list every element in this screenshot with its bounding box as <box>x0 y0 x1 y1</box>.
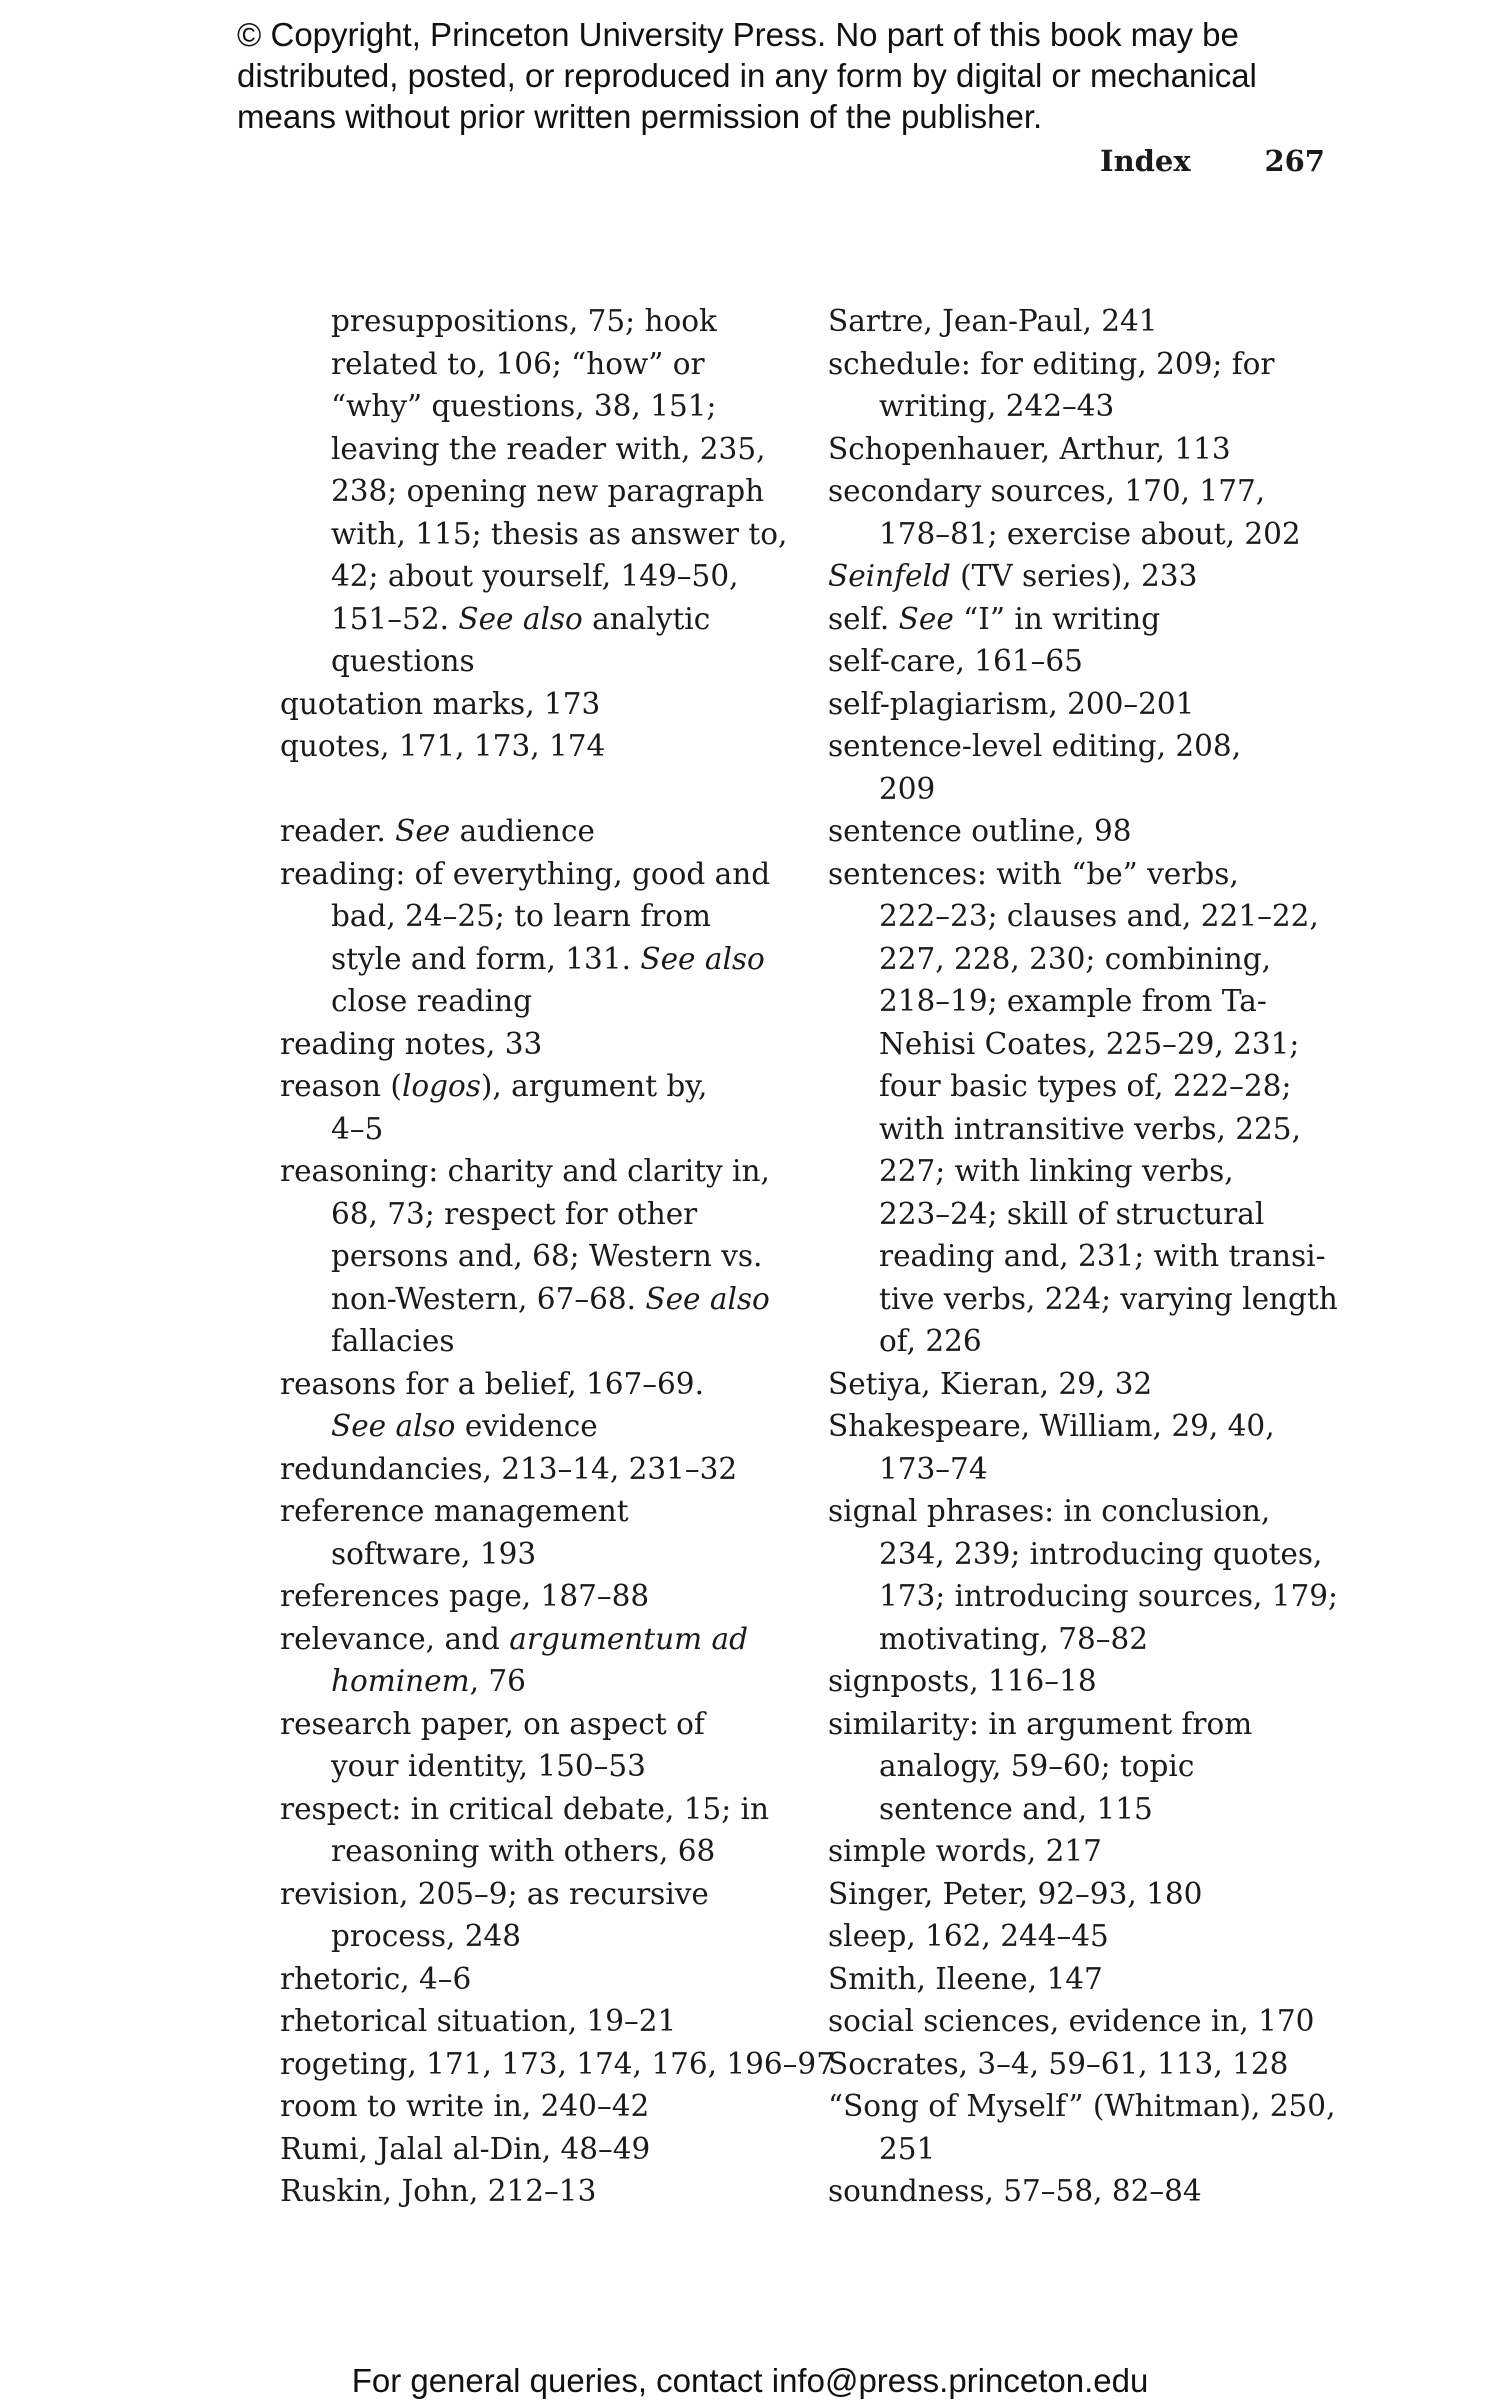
running-head <box>1100 144 1325 178</box>
entry-italic-text: Seinfeld <box>828 559 951 593</box>
index-entry-continuation: of, 226 <box>879 1324 982 1358</box>
entry-italic-text: See also <box>331 1409 456 1443</box>
copyright-line-3: means without prior written permission of the publisher. <box>237 98 1043 135</box>
index-entry-continuation: fallacies <box>331 1324 455 1358</box>
index-entry: sentences: with “be” verbs, <box>828 856 1239 891</box>
index-entry-continuation: 227, 228, 230; combining, <box>879 941 1272 976</box>
index-entry: social sciences, evidence in, 170 <box>828 2004 1315 2038</box>
entry-text: (TV series), 233 <box>950 559 1198 593</box>
index-entry-continuation: sentence and, 115 <box>879 1791 1153 1826</box>
index-entry-continuation: questions <box>331 644 475 678</box>
copyright-notice <box>237 14 1397 137</box>
index-entry: Setiya, Kieran, 29, 32 <box>828 1366 1153 1401</box>
index-entry <box>828 598 1348 641</box>
index-entry: respect: in critical debate, 15; in <box>280 1791 769 1826</box>
index-entry: references page, 187–88 <box>280 1579 650 1613</box>
index-entry-continuation: 209 <box>879 771 936 806</box>
index-entry-continuation: 173–74 <box>879 1451 988 1486</box>
entry-text: ), argument by, <box>480 1069 708 1103</box>
index-entry: signposts, 116–18 <box>828 1664 1097 1698</box>
index-entry <box>828 555 1348 598</box>
index-entry: rhetoric, 4–6 <box>280 1961 472 1996</box>
index-entry-continuation: 218–19; example from Ta- <box>879 984 1267 1018</box>
index-entry: Smith, Ileene, 147 <box>828 1961 1103 1996</box>
index-column-right <box>828 300 1348 2213</box>
index-entry: signal phrases: in conclusion, <box>828 1494 1271 1528</box>
index-entry-continuation: with intransitive verbs, 225, <box>879 1111 1301 1146</box>
entry-italic-text: logos <box>401 1069 481 1103</box>
index-entry-continuation: leaving the reader with, 235, <box>331 431 766 466</box>
index-entry-continuation: 68, 73; respect for other <box>331 1196 698 1231</box>
index-entry: “Song of Myself” (Whitman), 250, <box>828 2089 1336 2123</box>
index-entry-continuation: with, 115; thesis as answer to, <box>331 516 788 551</box>
index-entry-continuation: 223–24; skill of structural <box>879 1196 1265 1231</box>
index-entry: reading notes, 33 <box>280 1026 543 1061</box>
index-entry-continuation: motivating, 78–82 <box>879 1621 1149 1656</box>
index-column-left <box>280 300 835 2213</box>
index-entry-continuation: 42; about yourself, 149–50, <box>331 559 739 593</box>
index-entry: sleep, 162, 244–45 <box>828 1919 1109 1953</box>
index-entry <box>280 1618 800 1661</box>
index-entry-continuation: “why” questions, 38, 151; <box>331 389 717 423</box>
index-entry: rhetorical situation, 19–21 <box>280 2004 677 2038</box>
index-entry: research paper, on aspect of <box>280 1706 705 1741</box>
index-entry-continuation: 4–5 <box>331 1111 384 1146</box>
index-entry: quotes, 171, 173, 174 <box>280 729 606 763</box>
index-entry: room to write in, 240–42 <box>280 2089 650 2123</box>
index-entry-continuation <box>280 598 800 641</box>
index-entry: secondary sources, 170, 177, <box>828 474 1266 508</box>
index-entry-continuation: software, 193 <box>331 1536 537 1571</box>
index-entry-continuation: process, 248 <box>331 1919 522 1953</box>
index-entry: reasons for a belief, 167–69. <box>280 1366 704 1401</box>
index-entry-continuation: your identity, 150–53 <box>331 1749 646 1783</box>
entry-italic-text: See also <box>645 1281 770 1316</box>
index-entry: Singer, Peter, 92–93, 180 <box>828 1876 1203 1911</box>
entry-text: analytic <box>582 601 711 636</box>
entry-text: evidence <box>455 1409 598 1443</box>
entry-italic-text: hominem <box>331 1664 470 1698</box>
index-entry: simple words, 217 <box>828 1834 1102 1868</box>
index-entry: rogeting, 171, 173, 174, 176, 196–97 <box>280 2046 835 2081</box>
index-entry-continuation: 251 <box>879 2131 936 2166</box>
entry-text: 151–52. <box>331 601 459 636</box>
index-entry-continuation: 238; opening new paragraph <box>331 474 765 508</box>
page-number: 267 <box>1264 144 1325 178</box>
index-entry <box>280 1065 800 1108</box>
index-entry: sentence outline, 98 <box>828 814 1132 848</box>
index-entry-continuation: bad, 24–25; to learn from <box>331 899 711 933</box>
index-entry: Rumi, Jalal al-Din, 48–49 <box>280 2131 651 2166</box>
index-entry-continuation: close reading <box>331 984 533 1018</box>
index-entry <box>280 810 800 853</box>
index-entry-continuation: writing, 242–43 <box>879 389 1115 423</box>
section-title: Index <box>1100 144 1191 178</box>
index-entry: redundancies, 213–14, 231–32 <box>280 1451 738 1486</box>
index-entry: soundness, 57–58, 82–84 <box>828 2174 1202 2208</box>
entry-text: audience <box>450 814 595 848</box>
index-entry: revision, 205–9; as recursive <box>280 1876 709 1911</box>
entry-text: relevance, and <box>280 1621 510 1656</box>
entry-italic-text: See also <box>640 941 765 976</box>
index-entry-continuation: four basic types of, 222–28; <box>879 1069 1292 1103</box>
index-entry-continuation <box>280 1660 800 1703</box>
entry-italic-text: argumentum ad <box>509 1621 748 1656</box>
index-entry-continuation: persons and, 68; Western vs. <box>331 1239 763 1273</box>
index-entry-continuation <box>280 938 800 981</box>
entry-italic-text: See <box>395 814 451 848</box>
footer-contact: For general queries, contact info@press.princeton.edu <box>351 2362 1149 2399</box>
entry-text: reason ( <box>280 1069 402 1103</box>
index-entry-continuation: 178–81; exercise about, 202 <box>879 516 1301 551</box>
index-entry-continuation <box>280 1278 800 1321</box>
index-entry: Ruskin, John, 212–13 <box>280 2174 597 2208</box>
index-letter-gap <box>280 768 800 811</box>
index-entry: schedule: for editing, 209; for <box>828 346 1275 381</box>
index-entry: reading: of everything, good and <box>280 856 771 891</box>
index-entry: Schopenhauer, Arthur, 113 <box>828 431 1231 466</box>
index-entry: Shakespeare, William, 29, 40, <box>828 1409 1275 1443</box>
index-entry: self-care, 161–65 <box>828 644 1083 678</box>
index-entry-continuation: presuppositions, 75; hook <box>331 304 717 338</box>
entry-italic-text: See <box>898 601 954 636</box>
index-entry-continuation: 227; with linking verbs, <box>879 1154 1234 1188</box>
entry-text: “I” in writing <box>953 601 1161 636</box>
index-entry: sentence-level editing, 208, <box>828 729 1242 763</box>
entry-text: reader. <box>280 814 396 848</box>
index-entry-continuation: reasoning with others, 68 <box>331 1834 716 1868</box>
index-entry-continuation: tive verbs, 224; varying length <box>879 1281 1338 1316</box>
index-entry: reference management <box>280 1494 629 1528</box>
copyright-line-1: © Copyright, Princeton University Press. No part of this book may be <box>237 16 1239 53</box>
index-entry: Socrates, 3–4, 59–61, 113, 128 <box>828 2046 1289 2081</box>
index-entry: self-plagiarism, 200–201 <box>828 686 1195 721</box>
index-entry: quotation marks, 173 <box>280 686 601 721</box>
entry-text: self. <box>828 601 899 636</box>
index-entry-continuation: related to, 106; “how” or <box>331 346 705 381</box>
index-entry-continuation: 222–23; clauses and, 221–22, <box>879 899 1319 933</box>
index-entry-continuation: 173; introducing sources, 179; <box>879 1579 1338 1613</box>
entry-text: style and form, 131. <box>331 941 641 976</box>
index-entry-continuation <box>280 1405 800 1448</box>
index-entry-continuation: 234, 239; introducing quotes, <box>879 1536 1323 1571</box>
index-entry-continuation: reading and, 231; with transi- <box>879 1239 1326 1273</box>
index-entry: similarity: in argument from <box>828 1706 1253 1741</box>
entry-italic-text: See also <box>458 601 583 636</box>
index-entry-continuation: analogy, 59–60; topic <box>879 1749 1195 1783</box>
index-entry: Sartre, Jean-Paul, 241 <box>828 304 1158 338</box>
index-entry: reasoning: charity and clarity in, <box>280 1154 770 1188</box>
entry-text: , 76 <box>469 1664 526 1698</box>
index-entry-continuation: Nehisi Coates, 225–29, 231; <box>879 1026 1300 1061</box>
copyright-line-2: distributed, posted, or reproduced in any form by digital or mechanical <box>237 57 1257 94</box>
entry-text: non-Western, 67–68. <box>331 1281 646 1316</box>
